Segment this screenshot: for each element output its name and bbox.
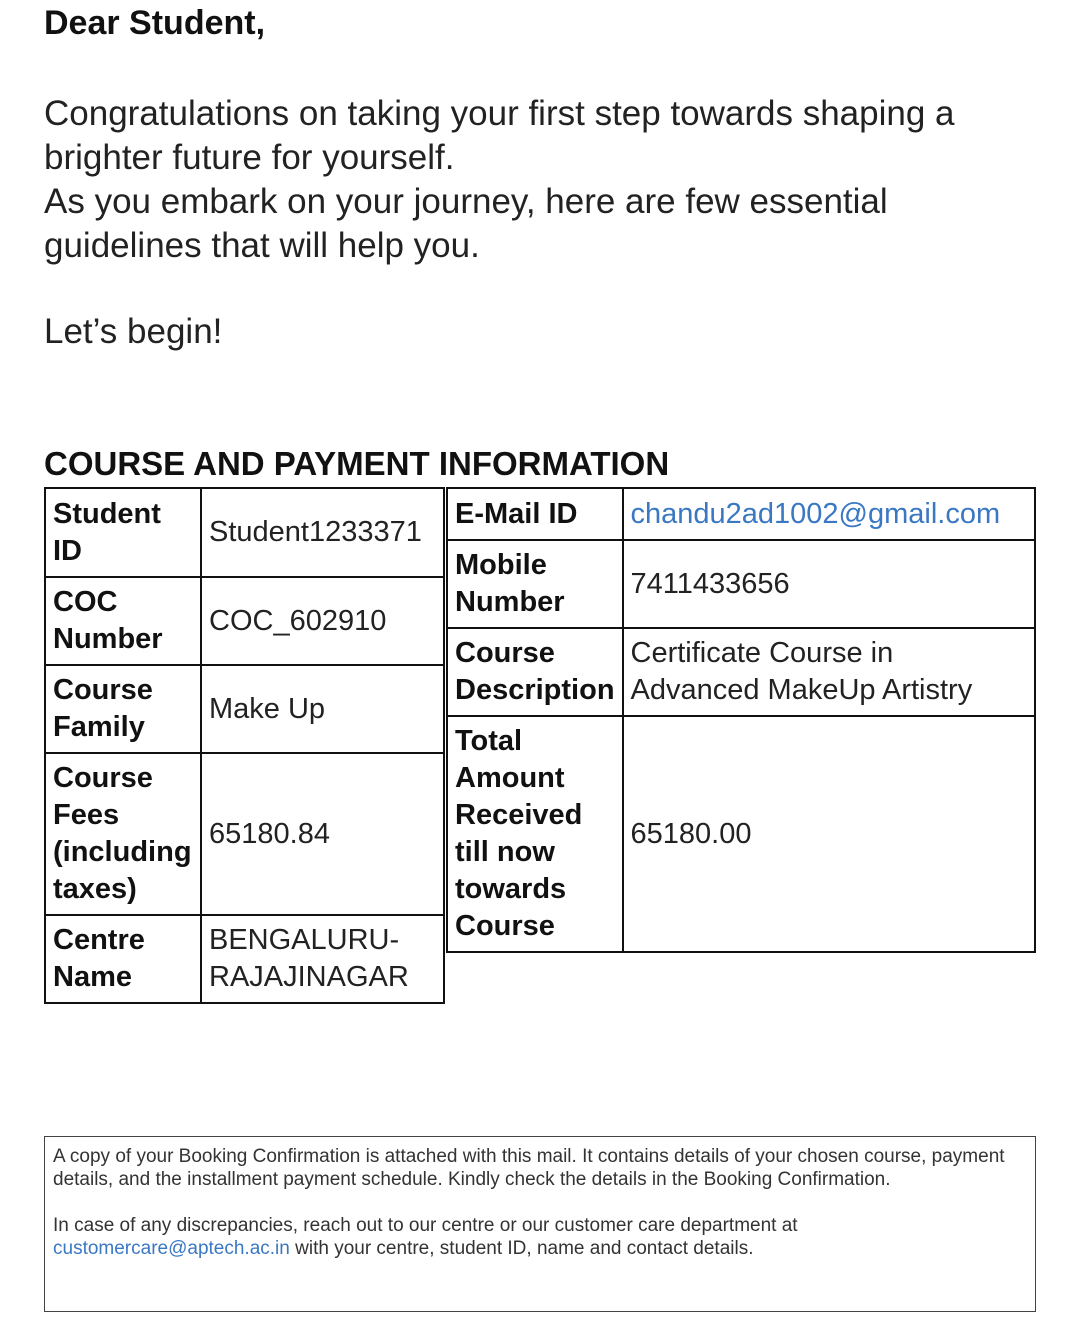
centre-name-value: BENGALURU-RAJAJINAGAR <box>201 915 444 1003</box>
table-row <box>447 540 1035 628</box>
begin-text: Let’s begin! <box>44 312 223 351</box>
course-description-label: Course Description <box>447 628 623 716</box>
course-info-table <box>44 487 445 1004</box>
mobile-value: 7411433656 <box>623 540 1035 628</box>
coc-number-value: COC_602910 <box>201 577 444 665</box>
email-link[interactable]: chandu2ad1002@gmail.com <box>630 497 1001 530</box>
table-row <box>45 665 444 753</box>
coc-number-label: COC Number <box>45 577 201 665</box>
booking-note-box <box>44 1136 1036 1312</box>
centre-name-label: Centre Name <box>45 915 201 1003</box>
email-value[interactable] <box>623 488 1035 540</box>
student-id-label: Student ID <box>45 488 201 577</box>
table-row <box>45 753 444 915</box>
student-id-value: Student1233371 <box>201 488 444 577</box>
course-description-value: Certificate Course in Advanced MakeUp Artistry <box>623 628 1035 716</box>
table-row <box>45 915 444 1003</box>
course-family-value: Make Up <box>201 665 444 753</box>
course-fees-value: 65180.84 <box>201 753 444 915</box>
table-row <box>45 577 444 665</box>
intro-text <box>44 92 1044 268</box>
course-fees-label: Course Fees (including taxes) <box>45 753 201 915</box>
table-row <box>447 488 1035 540</box>
note-text-suffix: with your centre, student ID, name and contact details. <box>295 1238 754 1259</box>
intro-line-2: As you embark on your journey, here are few essential guidelines that will help you. <box>44 182 888 265</box>
total-received-label: Total Amount Received till now towards Course <box>447 716 623 952</box>
table-row <box>447 716 1035 952</box>
contact-payment-table <box>446 487 1036 953</box>
table-row <box>45 488 444 577</box>
table-row <box>447 628 1035 716</box>
email-label: E-Mail ID <box>447 488 623 540</box>
note-paragraph-1: A copy of your Booking Confirmation is attached with this mail. It contains details of your chosen course, payment details, and the installment payment schedule. Kindly check the details in the Booking Confirmation. <box>53 1146 1005 1190</box>
greeting: Dear Student, <box>44 4 266 42</box>
course-family-label: Course Family <box>45 665 201 753</box>
section-title: COURSE AND PAYMENT INFORMATION <box>44 445 670 482</box>
note-paragraph-2 <box>53 1214 1027 1260</box>
customer-care-email-link[interactable]: customercare@aptech.ac.in <box>53 1238 290 1259</box>
intro-line-1: Congratulations on taking your first step towards shaping a brighter future for yourself. <box>44 94 955 177</box>
total-received-value: 65180.00 <box>623 716 1035 952</box>
mobile-label: Mobile Number <box>447 540 623 628</box>
note-text-prefix: In case of any discrepancies, reach out to our centre or our customer care department at <box>53 1215 798 1236</box>
